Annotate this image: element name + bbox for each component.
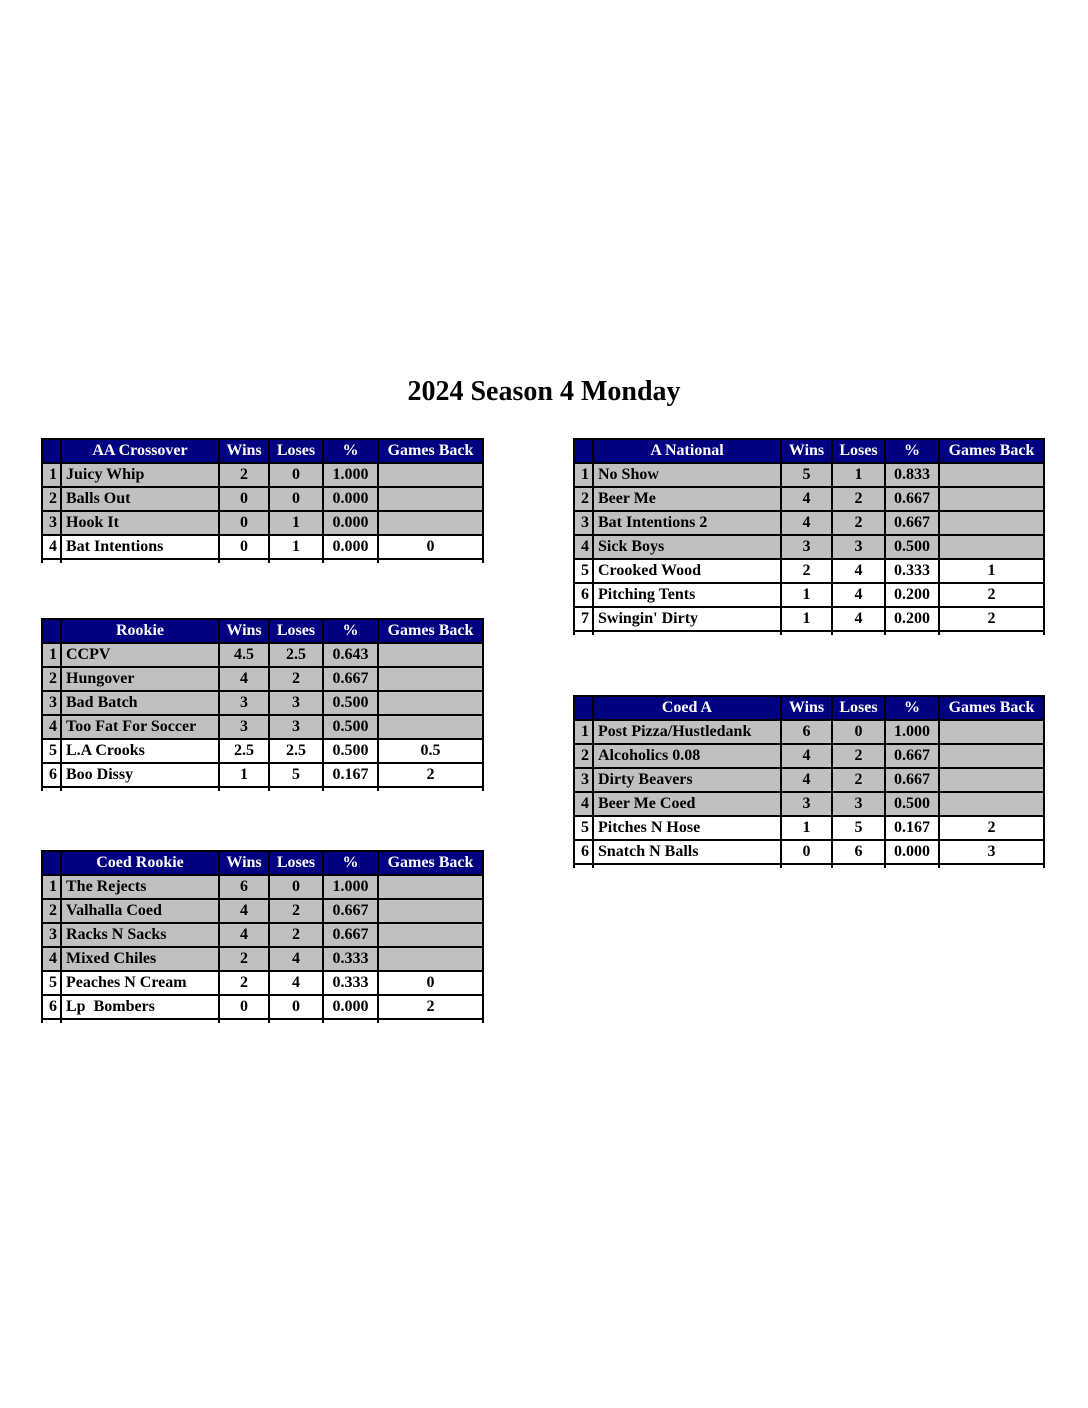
games-back-cell — [378, 875, 483, 899]
pct-cell: 0.667 — [885, 768, 939, 792]
header-row — [42, 851, 483, 875]
header-row — [574, 439, 1044, 463]
pct-cell: 0.200 — [885, 583, 939, 607]
pct-cell: 1.000 — [885, 720, 939, 744]
wins-cell: 2 — [219, 947, 269, 971]
team-name-cell: Peaches N Cream — [61, 971, 219, 995]
games-back-cell — [939, 535, 1044, 559]
team-name-cell: Beer Me Coed — [593, 792, 781, 816]
loses-cell: 2 — [269, 667, 323, 691]
team-name-cell: Valhalla Coed — [61, 899, 219, 923]
column-header-loses: Loses — [269, 619, 323, 643]
games-back-cell: 2 — [939, 607, 1044, 631]
standings-row — [574, 768, 1044, 792]
team-name-cell: The Rejects — [61, 875, 219, 899]
rank-cell: 2 — [574, 487, 593, 511]
team-name-cell: Pitching Tents — [593, 583, 781, 607]
pct-cell: 0.333 — [323, 971, 378, 995]
pct-cell: 0.333 — [885, 559, 939, 583]
pct-cell: 0.000 — [323, 535, 378, 559]
standings-row — [574, 463, 1044, 487]
pct-cell: 0.000 — [323, 487, 378, 511]
column-header-games-back: Games Back — [378, 619, 483, 643]
gridline-stubs — [42, 1019, 483, 1023]
team-name-cell: Lp Bombers — [61, 995, 219, 1019]
standings-row — [42, 643, 483, 667]
column-header-pct: % — [885, 439, 939, 463]
wins-cell: 0 — [219, 995, 269, 1019]
rank-cell: 6 — [574, 583, 593, 607]
pct-cell: 0.500 — [323, 715, 378, 739]
games-back-cell: 2 — [378, 763, 483, 787]
pct-cell: 0.500 — [885, 535, 939, 559]
standings-row — [574, 720, 1044, 744]
rank-cell: 6 — [574, 840, 593, 864]
team-name-cell: Balls Out — [61, 487, 219, 511]
pct-cell: 0.643 — [323, 643, 378, 667]
pct-cell: 0.667 — [323, 667, 378, 691]
team-name-cell: Too Fat For Soccer — [61, 715, 219, 739]
header-row — [574, 696, 1044, 720]
rank-cell: 4 — [42, 535, 61, 559]
games-back-cell — [939, 792, 1044, 816]
standings-row — [42, 971, 483, 995]
loses-cell: 5 — [832, 816, 885, 840]
wins-cell: 0 — [219, 487, 269, 511]
team-name-cell: CCPV — [61, 643, 219, 667]
gridline-stubs — [574, 864, 1044, 868]
wins-cell: 3 — [781, 535, 832, 559]
pct-cell: 0.000 — [323, 995, 378, 1019]
pct-cell: 0.500 — [323, 691, 378, 715]
standings-row — [574, 744, 1044, 768]
column-header-pct: % — [323, 439, 378, 463]
pct-cell: 0.500 — [885, 792, 939, 816]
wins-cell: 2.5 — [219, 739, 269, 763]
standings-row — [42, 763, 483, 787]
division-title: Rookie — [61, 619, 219, 643]
games-back-cell — [378, 643, 483, 667]
pct-cell: 1.000 — [323, 463, 378, 487]
wins-cell: 0 — [219, 535, 269, 559]
column-header-loses: Loses — [832, 439, 885, 463]
loses-cell: 3 — [832, 792, 885, 816]
loses-cell: 2 — [832, 487, 885, 511]
column-header-loses: Loses — [269, 439, 323, 463]
loses-cell: 0 — [269, 463, 323, 487]
rank-cell: 3 — [574, 511, 593, 535]
team-name-cell: Boo Dissy — [61, 763, 219, 787]
standings-row — [42, 487, 483, 511]
team-name-cell: Dirty Beavers — [593, 768, 781, 792]
division-title: A National — [593, 439, 781, 463]
games-back-cell: 0 — [378, 535, 483, 559]
games-back-cell — [378, 667, 483, 691]
rank-cell: 2 — [574, 744, 593, 768]
loses-cell: 4 — [269, 971, 323, 995]
standings-row — [42, 535, 483, 559]
wins-cell: 1 — [781, 607, 832, 631]
team-name-cell: Hook It — [61, 511, 219, 535]
pct-cell: 0.667 — [323, 899, 378, 923]
wins-cell: 4 — [781, 487, 832, 511]
wins-cell: 2 — [781, 559, 832, 583]
loses-cell: 1 — [269, 535, 323, 559]
loses-cell: 2 — [832, 768, 885, 792]
standings-table-aa-crossover — [41, 438, 484, 563]
standings-table-rookie — [41, 618, 484, 791]
team-name-cell: L.A Crooks — [61, 739, 219, 763]
division-title: AA Crossover — [61, 439, 219, 463]
rank-cell: 2 — [42, 899, 61, 923]
rank-cell: 4 — [574, 792, 593, 816]
team-name-cell: Mixed Chiles — [61, 947, 219, 971]
loses-cell: 6 — [832, 840, 885, 864]
rank-cell: 1 — [42, 875, 61, 899]
rank-cell: 7 — [574, 607, 593, 631]
rank-cell: 1 — [574, 463, 593, 487]
games-back-cell: 2 — [939, 583, 1044, 607]
loses-cell: 2 — [269, 899, 323, 923]
rank-cell: 1 — [574, 720, 593, 744]
standings-row — [42, 463, 483, 487]
games-back-cell — [378, 511, 483, 535]
rank-cell: 2 — [42, 667, 61, 691]
loses-cell: 3 — [269, 715, 323, 739]
team-name-cell: Bat Intentions 2 — [593, 511, 781, 535]
gridline-stubs — [42, 559, 483, 563]
rank-cell: 3 — [42, 691, 61, 715]
wins-cell: 4.5 — [219, 643, 269, 667]
rank-cell: 6 — [42, 763, 61, 787]
rank-cell: 1 — [42, 463, 61, 487]
games-back-cell — [939, 487, 1044, 511]
rank-cell: 4 — [574, 535, 593, 559]
division-title: Coed A — [593, 696, 781, 720]
rank-cell: 3 — [42, 511, 61, 535]
team-name-cell: Beer Me — [593, 487, 781, 511]
games-back-cell — [939, 720, 1044, 744]
pct-cell: 0.000 — [323, 511, 378, 535]
wins-cell: 1 — [781, 816, 832, 840]
gridline-stubs — [574, 631, 1044, 635]
page-title: 2024 Season 4 Monday — [407, 376, 681, 407]
corner-cell — [42, 851, 61, 875]
loses-cell: 5 — [269, 763, 323, 787]
pct-cell: 0.167 — [323, 763, 378, 787]
standings-row — [574, 607, 1044, 631]
column-header-games-back: Games Back — [939, 439, 1044, 463]
wins-cell: 0 — [781, 840, 832, 864]
column-header-games-back: Games Back — [939, 696, 1044, 720]
games-back-cell — [939, 511, 1044, 535]
team-name-cell: Racks N Sacks — [61, 923, 219, 947]
standings-row — [574, 535, 1044, 559]
team-name-cell: Bat Intentions — [61, 535, 219, 559]
wins-cell: 4 — [781, 511, 832, 535]
pct-cell: 0.667 — [885, 511, 939, 535]
standings-row — [42, 511, 483, 535]
wins-cell: 0 — [219, 511, 269, 535]
column-header-games-back: Games Back — [378, 439, 483, 463]
team-name-cell: Sick Boys — [593, 535, 781, 559]
rank-cell: 6 — [42, 995, 61, 1019]
rank-cell: 2 — [42, 487, 61, 511]
games-back-cell — [939, 744, 1044, 768]
wins-cell: 2 — [219, 463, 269, 487]
games-back-cell — [939, 463, 1044, 487]
loses-cell: 2.5 — [269, 739, 323, 763]
games-back-cell: 0 — [378, 971, 483, 995]
standings-row — [42, 899, 483, 923]
column-header-wins: Wins — [219, 439, 269, 463]
standings-table-coed-a — [573, 695, 1045, 868]
standings-row — [42, 995, 483, 1019]
header-row — [42, 619, 483, 643]
rank-cell: 3 — [574, 768, 593, 792]
corner-cell — [574, 696, 593, 720]
wins-cell: 4 — [781, 768, 832, 792]
standings-row — [42, 715, 483, 739]
loses-cell: 1 — [269, 511, 323, 535]
rank-cell: 5 — [42, 739, 61, 763]
games-back-cell: 0.5 — [378, 739, 483, 763]
standings-row — [574, 816, 1044, 840]
standings-row — [42, 691, 483, 715]
wins-cell: 2 — [219, 971, 269, 995]
corner-cell — [42, 439, 61, 463]
loses-cell: 1 — [832, 463, 885, 487]
rank-cell: 1 — [42, 643, 61, 667]
column-header-games-back: Games Back — [378, 851, 483, 875]
standings-table-coed-rookie — [41, 850, 484, 1023]
wins-cell: 1 — [781, 583, 832, 607]
loses-cell: 2 — [269, 923, 323, 947]
standings-row — [42, 739, 483, 763]
column-header-loses: Loses — [832, 696, 885, 720]
pct-cell: 1.000 — [323, 875, 378, 899]
wins-cell: 5 — [781, 463, 832, 487]
loses-cell: 2 — [832, 744, 885, 768]
team-name-cell: Bad Batch — [61, 691, 219, 715]
wins-cell: 3 — [781, 792, 832, 816]
games-back-cell — [378, 947, 483, 971]
team-name-cell: No Show — [593, 463, 781, 487]
column-header-pct: % — [323, 851, 378, 875]
standings-row — [574, 583, 1044, 607]
pct-cell: 0.167 — [885, 816, 939, 840]
standings-row — [42, 875, 483, 899]
standings-row — [574, 487, 1044, 511]
wins-cell: 4 — [781, 744, 832, 768]
wins-cell: 6 — [781, 720, 832, 744]
column-header-wins: Wins — [219, 619, 269, 643]
games-back-cell: 3 — [939, 840, 1044, 864]
standings-row — [574, 511, 1044, 535]
header-row — [42, 439, 483, 463]
wins-cell: 4 — [219, 667, 269, 691]
wins-cell: 6 — [219, 875, 269, 899]
pct-cell: 0.667 — [885, 744, 939, 768]
column-header-loses: Loses — [269, 851, 323, 875]
column-header-wins: Wins — [781, 696, 832, 720]
loses-cell: 4 — [832, 559, 885, 583]
loses-cell: 3 — [832, 535, 885, 559]
games-back-cell — [378, 923, 483, 947]
rank-cell: 5 — [574, 816, 593, 840]
team-name-cell: Hungover — [61, 667, 219, 691]
wins-cell: 3 — [219, 715, 269, 739]
column-header-wins: Wins — [781, 439, 832, 463]
rank-cell: 4 — [42, 715, 61, 739]
standings-row — [574, 559, 1044, 583]
games-back-cell: 1 — [939, 559, 1044, 583]
gridline-stubs — [42, 787, 483, 791]
pct-cell: 0.667 — [885, 487, 939, 511]
standings-row — [574, 840, 1044, 864]
games-back-cell: 2 — [378, 995, 483, 1019]
loses-cell: 0 — [832, 720, 885, 744]
loses-cell: 2.5 — [269, 643, 323, 667]
team-name-cell: Swingin' Dirty — [593, 607, 781, 631]
loses-cell: 2 — [832, 511, 885, 535]
team-name-cell: Crooked Wood — [593, 559, 781, 583]
wins-cell: 1 — [219, 763, 269, 787]
column-header-wins: Wins — [219, 851, 269, 875]
corner-cell — [574, 439, 593, 463]
column-header-pct: % — [885, 696, 939, 720]
pct-cell: 0.333 — [323, 947, 378, 971]
loses-cell: 0 — [269, 995, 323, 1019]
games-back-cell — [378, 899, 483, 923]
wins-cell: 4 — [219, 899, 269, 923]
team-name-cell: Post Pizza/Hustledank — [593, 720, 781, 744]
pct-cell: 0.667 — [323, 923, 378, 947]
team-name-cell: Pitches N Hose — [593, 816, 781, 840]
loses-cell: 4 — [832, 583, 885, 607]
team-name-cell: Alcoholics 0.08 — [593, 744, 781, 768]
standings-row — [574, 792, 1044, 816]
games-back-cell — [939, 768, 1044, 792]
corner-cell — [42, 619, 61, 643]
standings-table-a-national — [573, 438, 1045, 635]
standings-row — [42, 947, 483, 971]
pct-cell: 0.500 — [323, 739, 378, 763]
loses-cell: 4 — [269, 947, 323, 971]
games-back-cell — [378, 463, 483, 487]
pct-cell: 0.833 — [885, 463, 939, 487]
loses-cell: 0 — [269, 875, 323, 899]
standings-row — [42, 667, 483, 691]
division-title: Coed Rookie — [61, 851, 219, 875]
rank-cell: 5 — [42, 971, 61, 995]
loses-cell: 0 — [269, 487, 323, 511]
games-back-cell — [378, 691, 483, 715]
rank-cell: 5 — [574, 559, 593, 583]
column-header-pct: % — [323, 619, 378, 643]
games-back-cell — [378, 715, 483, 739]
pct-cell: 0.200 — [885, 607, 939, 631]
loses-cell: 4 — [832, 607, 885, 631]
wins-cell: 4 — [219, 923, 269, 947]
games-back-cell — [378, 487, 483, 511]
standings-row — [42, 923, 483, 947]
team-name-cell: Snatch N Balls — [593, 840, 781, 864]
loses-cell: 3 — [269, 691, 323, 715]
games-back-cell: 2 — [939, 816, 1044, 840]
rank-cell: 3 — [42, 923, 61, 947]
wins-cell: 3 — [219, 691, 269, 715]
rank-cell: 4 — [42, 947, 61, 971]
team-name-cell: Juicy Whip — [61, 463, 219, 487]
pct-cell: 0.000 — [885, 840, 939, 864]
